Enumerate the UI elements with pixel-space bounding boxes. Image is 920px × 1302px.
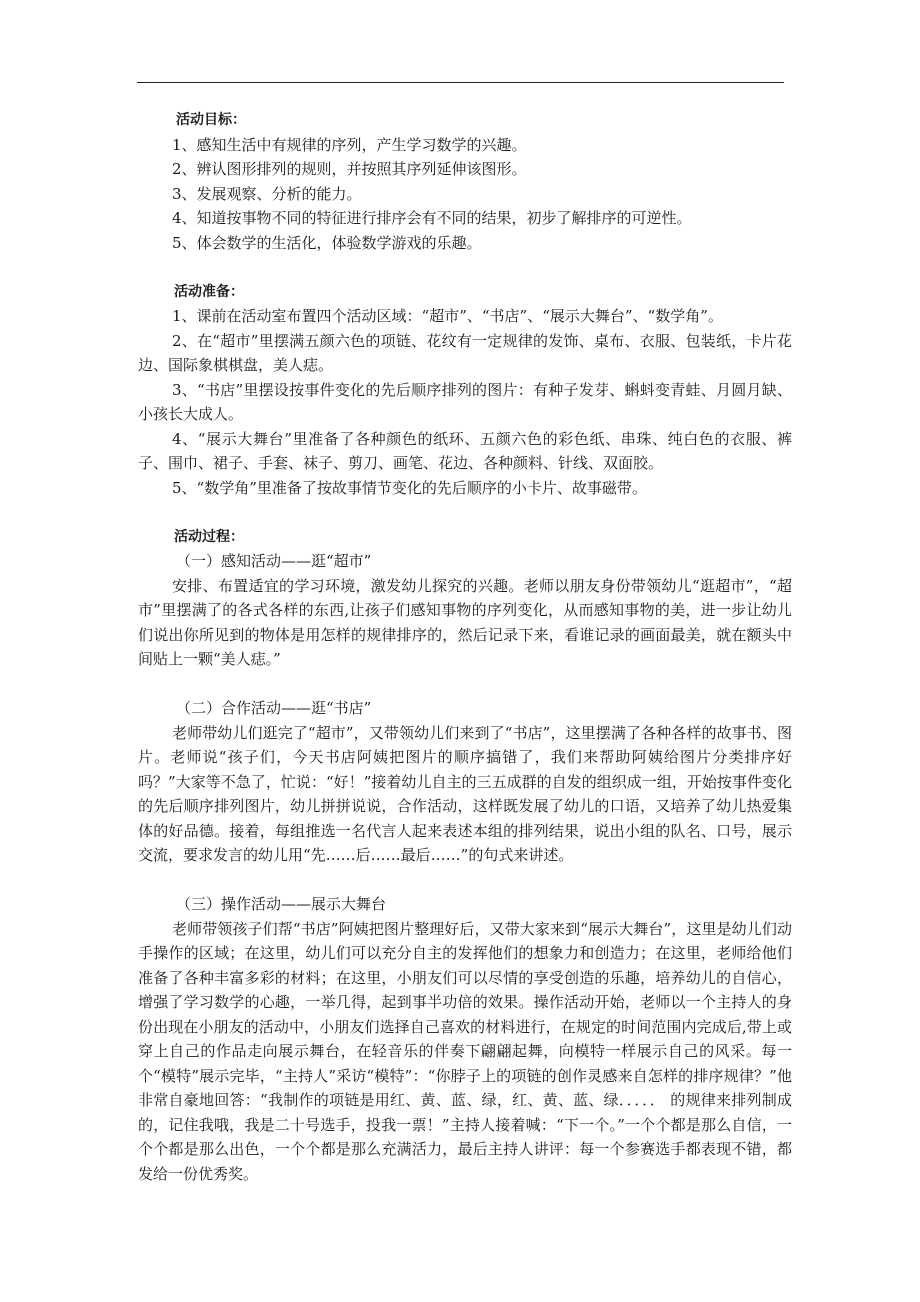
goal-item: 3、发展观察、分析的能力。 <box>172 184 362 203</box>
preparation-item: 3、“书店”里摆设按事件变化的先后顺序排列的图片：有种子发芽、蝌蚪变青蛙、月圆月缺、小孩长大成人。 <box>138 380 792 423</box>
document-body <box>138 108 792 1186</box>
preparation-heading: 活动准备： <box>174 283 244 300</box>
section-body: 老师带幼儿们逛完了“超市”，又带领幼儿们来到了“书店”，这里摆满了各种各样的故事书、图片。老师说“孩子们，今天书店阿姨把图片的顺序搞错了，我们来帮助阿姨给图片分类排序好吗？”大家等不急了，忙说：“好！”接着幼儿自主的三五成群的自发的组织成一组，开始按事件变化的先后顺序排列图片，幼儿拼拼说说，合作活动，这样既发展了幼儿的口语，又培养了幼儿热爱集体的好品德。接着，每组推选一名代言人起来表述本组的排列结果，说出小组的队名、口号，展示交流，要求发言的幼儿用“先……后……最后……”的句式来讲述。 <box>138 723 792 864</box>
header-rule <box>137 82 784 83</box>
preparation-item: 2、在“超市”里摆满五颜六色的项链、花纹有一定规律的发饰、桌布、衣服、包装纸，卡片花边、国际象棋棋盘，美人痣。 <box>138 331 792 374</box>
goal-item: 2、辨认图形排列的规则，并按照其序列延伸该图形。 <box>172 160 527 178</box>
section-subtitle: （三）操作活动——展示大舞台 <box>176 895 387 913</box>
spacer <box>138 255 792 280</box>
spacer <box>138 500 792 525</box>
section-subtitle: （二）合作活动——逛“书店” <box>176 699 372 717</box>
preparation-item: 4、“展示大舞台”里准备了各种颜色的纸环、五颜六色的彩色纸、串珠、纯白色的衣服、裤子、围巾、裙子、手套、袜子、剪刀、画笔、花边、各种颜料、针线、双面胶。 <box>138 429 792 472</box>
section-body: 老师带领孩子们帮“书店”阿姨把图片整理好后，又带大家来到“展示大舞台”，这里是幼儿们动手操作的区域；在这里，幼儿们可以充分自主的发挥他们的想象力和创造力；在这里，老师给他们准备了各种丰富多彩的材料；在这里，小朋友们可以尽情的享受创造的乐趣，培养幼儿的自信心，增强了学习数学的心趣，一举几得，起到事半功倍的效果。操作活动开始，老师以一个主持人的身份出现在小朋友的活动中，小朋友们选择自己喜欢的材料进行，在规定的时间范围内完成后,带上或穿上自己的作品走向展示舞台，在轻音乐的伴奏下翩翩起舞，向模特一样展示自己的风采。每一个“模特”展示完毕，“主持人”采访“模特”：“你脖子上的项链的创作灵感来自怎样的排序规律？”他非常自豪地回答：“我制作的项链是用红、黄、蓝、绿，红、黄、蓝、绿．．．．． 的规律来排列制成的，记住我哦，我是二十号选手，投我一票！”主持人接着喊：“下一个。”一个个都是那么自信，一个个都是那么出色，一个个都是那么充满活力，最后主持人讲评：每一个参赛选手都表现不错，都发给一份优秀奖。 <box>138 919 792 1183</box>
section-subtitle: （一）感知活动——逛“超市” <box>176 552 372 570</box>
goal-item: 1、感知生活中有规律的序列，产生学习数学的兴趣。 <box>172 135 527 154</box>
preparation-item: 1、课前在活动室布置四个活动区域：“超市”、“书店”、“展示大舞台”、“数学角”。 <box>172 307 723 325</box>
process-heading: 活动过程： <box>174 528 244 545</box>
goal-item: 4、知道按事物不同的特征进行排序会有不同的结果，初步了解排序的可逆性。 <box>172 209 692 227</box>
goal-item: 5、体会数学的生活化，体验数学游戏的乐趣。 <box>172 233 482 252</box>
spacer <box>138 672 792 697</box>
preparation-item: 5、“数学角”里准备了按故事情节变化的先后顺序的小卡片、故事磁带。 <box>172 478 647 497</box>
goals-heading: 活动目标： <box>176 112 246 128</box>
section-body: 安排、布置适宜的学习环境，激发幼儿探究的兴趣。老师以朋友身份带领幼儿“逛超市”，“超市”里摆满了的各式各样的东西,让孩子们感知事物的序列变化，从而感知事物的美，进一步让幼儿们说出你所见到的物体是用怎样的规律排序的，然后记录下来，看谁记录的画面最美，就在额头中间贴上一颗“美人痣。” <box>138 576 792 668</box>
spacer <box>138 868 792 893</box>
